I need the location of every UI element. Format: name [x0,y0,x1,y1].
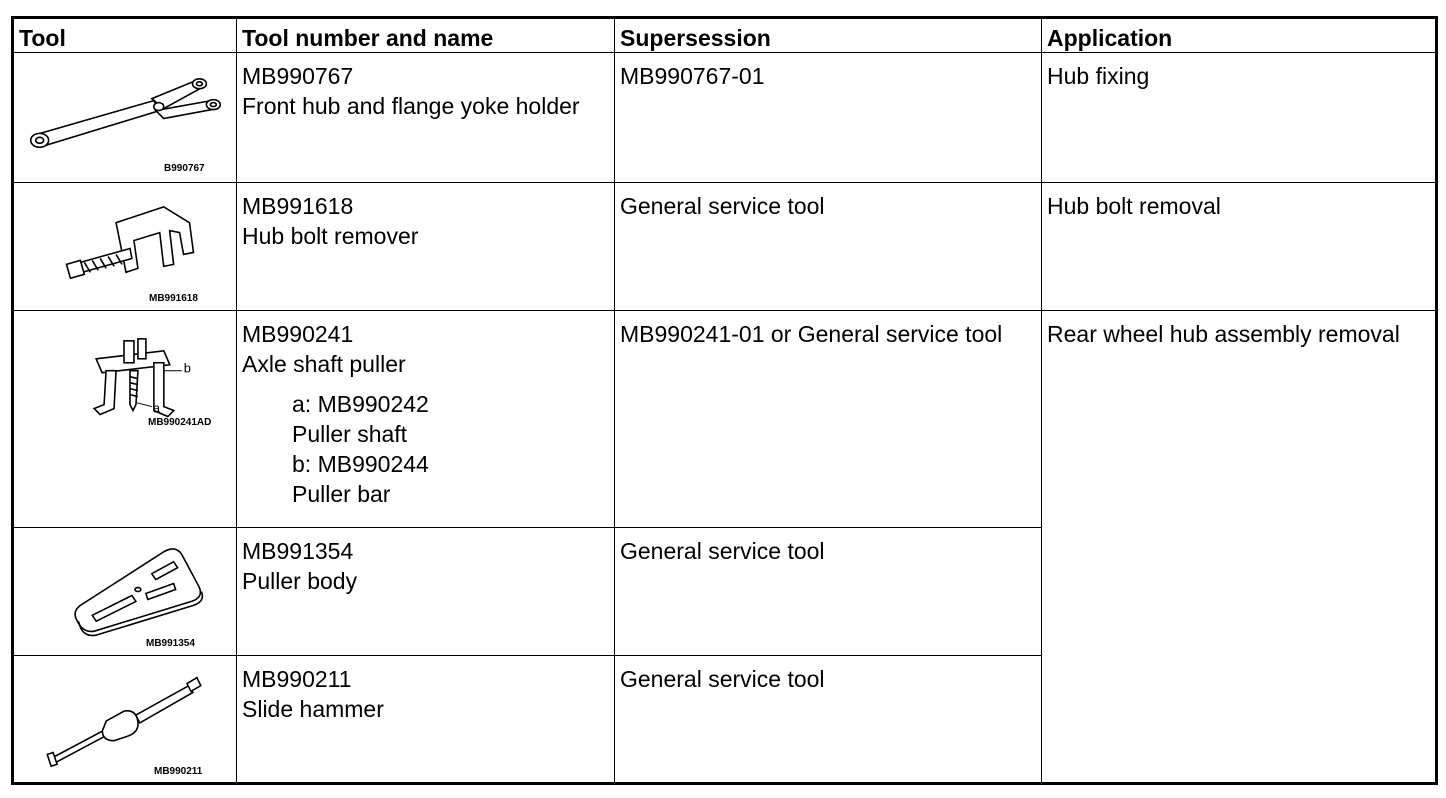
tool-number-name-cell [237,528,615,656]
tool-number-name-cell [237,53,615,183]
sub-parts-list [242,389,609,509]
part-label-b: b [183,360,191,376]
header-tool: Tool [13,18,237,53]
sub-part-code: b: MB990244 [292,451,429,477]
tool-image-code: MB990241AD [148,417,212,428]
tool-name: Axle shaft puller [242,351,406,377]
tool-image-code: MB991618 [149,293,198,304]
table-row [13,311,1437,528]
sub-part-name: Puller shaft [292,421,408,447]
tool-name: Hub bolt remover [242,223,419,249]
tool-image-code: B990767 [164,163,205,174]
tool-image-cell [13,53,237,183]
tool-image-cell [13,528,237,656]
tool-number: MB991354 [242,538,354,564]
supersession-cell: MB990241-01 or General service tool [615,311,1042,528]
tool-image-cell [13,656,237,784]
tool-number: MB990211 [242,666,352,692]
puller-body-icon [14,528,237,655]
tool-number-name-cell [237,656,615,784]
tool-image-cell [13,311,237,528]
tool-name: Puller body [242,568,358,594]
tool-number: MB991618 [242,193,354,219]
header-tool-number-name: Tool number and name [237,18,615,53]
tool-number: MB990241 [242,321,354,347]
table-row [13,183,1437,311]
tool-name: Slide hammer [242,696,384,722]
tool-number: MB990767 [242,63,354,89]
bolt-remover-icon [14,183,237,310]
supersession-cell: MB990767-01 [615,53,1042,183]
application-cell: Hub fixing [1042,53,1437,183]
supersession-cell: General service tool [615,528,1042,656]
tool-number-name-cell [237,183,615,311]
header-row [13,18,1437,53]
sub-part-code: a: MB990242 [292,391,429,417]
tool-image-code: MB990211 [154,766,203,777]
tool-number-name-cell [237,311,615,528]
special-tools-table [11,16,1438,785]
tool-image-code: MB991354 [146,638,195,649]
slide-hammer-icon [14,656,237,782]
tool-image-cell [13,183,237,311]
part-label-a: a [152,400,161,416]
supersession-cell: General service tool [615,656,1042,784]
supersession-cell: General service tool [615,183,1042,311]
header-application: Application [1042,18,1437,53]
application-cell: Hub bolt removal [1042,183,1437,311]
header-supersession: Supersession [615,18,1042,53]
table-row [13,53,1437,183]
tool-name: Front hub and flange yoke holder [242,93,580,119]
sub-part-name: Puller bar [292,481,391,507]
application-cell: Rear wheel hub assembly removal [1042,311,1437,784]
